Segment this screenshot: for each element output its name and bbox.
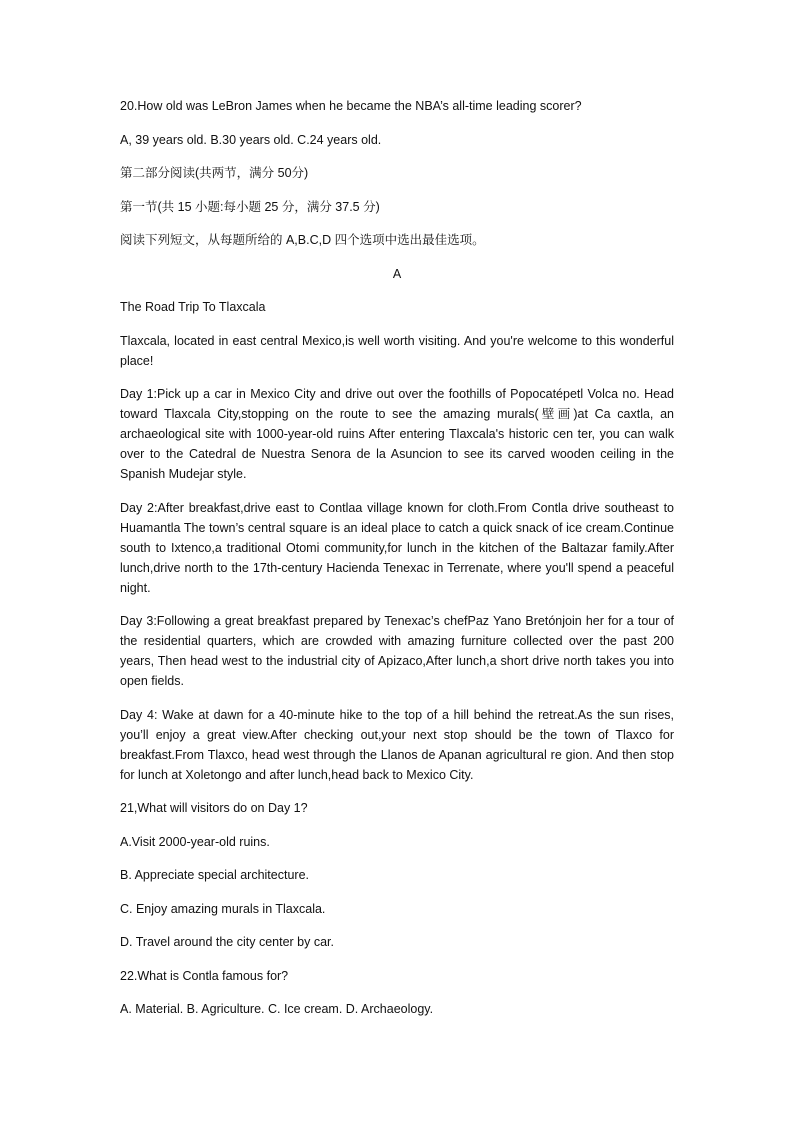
reading-instructions: 阅读下列短文，从每题所给的 A,B.C,D 四个选项中选出最佳选项。: [120, 233, 485, 247]
question-21-option-c: C. Enjoy amazing murals in Tlaxcala.: [120, 901, 326, 916]
question-21-option-a: A.Visit 2000-year-old ruins.: [120, 834, 270, 849]
question-20-options: A, 39 years old. B.30 years old. C.24 years old.: [120, 132, 382, 147]
passage-day3: Day 3:Following a great breakfast prepared by Tenexac’s chefPaz Yano Bretónjoin her for a tour of the residential quarters, which are crowded with amazing furniture collected over the past 200 years, Then head west to the industrial city of Apizaco,After lunch,a short drive north takes you into open fields.: [120, 614, 674, 688]
passage-title: The Road Trip To Tlaxcala: [120, 300, 266, 314]
passage-day4: Day 4: Wake at dawn for a 40-minute hike to the top of a hill behind the retreat.As the sun rises, you’ll enjoy a great view.After checking out,your next stop should be the town of Tlaxco for breakfast.From Tlaxco, head west through the Llanos de Apanan agricultural re gion. And then stop for lunch at Xoletongo and after lunch,head back to Mexico City.: [120, 707, 674, 782]
passage-letter: A: [392, 266, 402, 281]
passage-day2: Day 2:After breakfast,drive east to Contlaa village known for cloth.From Contla drive southeast to Huamantla The town’s central square is an ideal place to catch a quick snack of ice cream.Continue south to Ixtenco,a traditional Otomi community,for lunch in the kitchen of the Baltazar family.After lunch,drive north to the 17th-century Hacienda Tenexac in Terrenate, where you'll spend a peaceful night.: [120, 500, 674, 595]
question-21: 21,What will visitors do on Day 1?: [120, 801, 308, 815]
part2-header: 第二部分阅读(共两节，满分 50分): [120, 166, 309, 180]
question-22: 22.What is Contla famous for?: [120, 968, 289, 983]
question-22-options: A. Material. B. Agriculture. C. Ice cream. D. Archaeology.: [120, 1002, 434, 1016]
passage-day1: Day 1:Pick up a car in Mexico City and drive out over the foothills of Popocatépetl Volca no. Head toward Tlaxcala City,stopping on the route to see the amazing murals(壁画)at Ca caxtla, an archaeological site with 1000-year-old ruins After entering Tlaxcala's historic cen ter, you can walk over to the Catedral de Nuestra Senora de la Asuncion to see its carved wooden ceiling in the Spanish Mudejar style.: [120, 387, 674, 481]
passage-intro: Tlaxcala, located in east central Mexico,is well worth visiting. And you're welcome to this wonderful place!: [120, 333, 674, 368]
question-20: 20.How old was LeBron James when he became the NBA’s all-time leading scorer?: [120, 99, 582, 113]
document-page: [120, 96, 674, 1033]
section1-header: 第一节(共 15 小题:每小题 25 分，满分 37.5 分): [120, 199, 380, 214]
question-21-option-b: B. Appreciate special architecture.: [120, 868, 309, 882]
question-21-option-d: D. Travel around the city center by car.: [120, 935, 334, 949]
